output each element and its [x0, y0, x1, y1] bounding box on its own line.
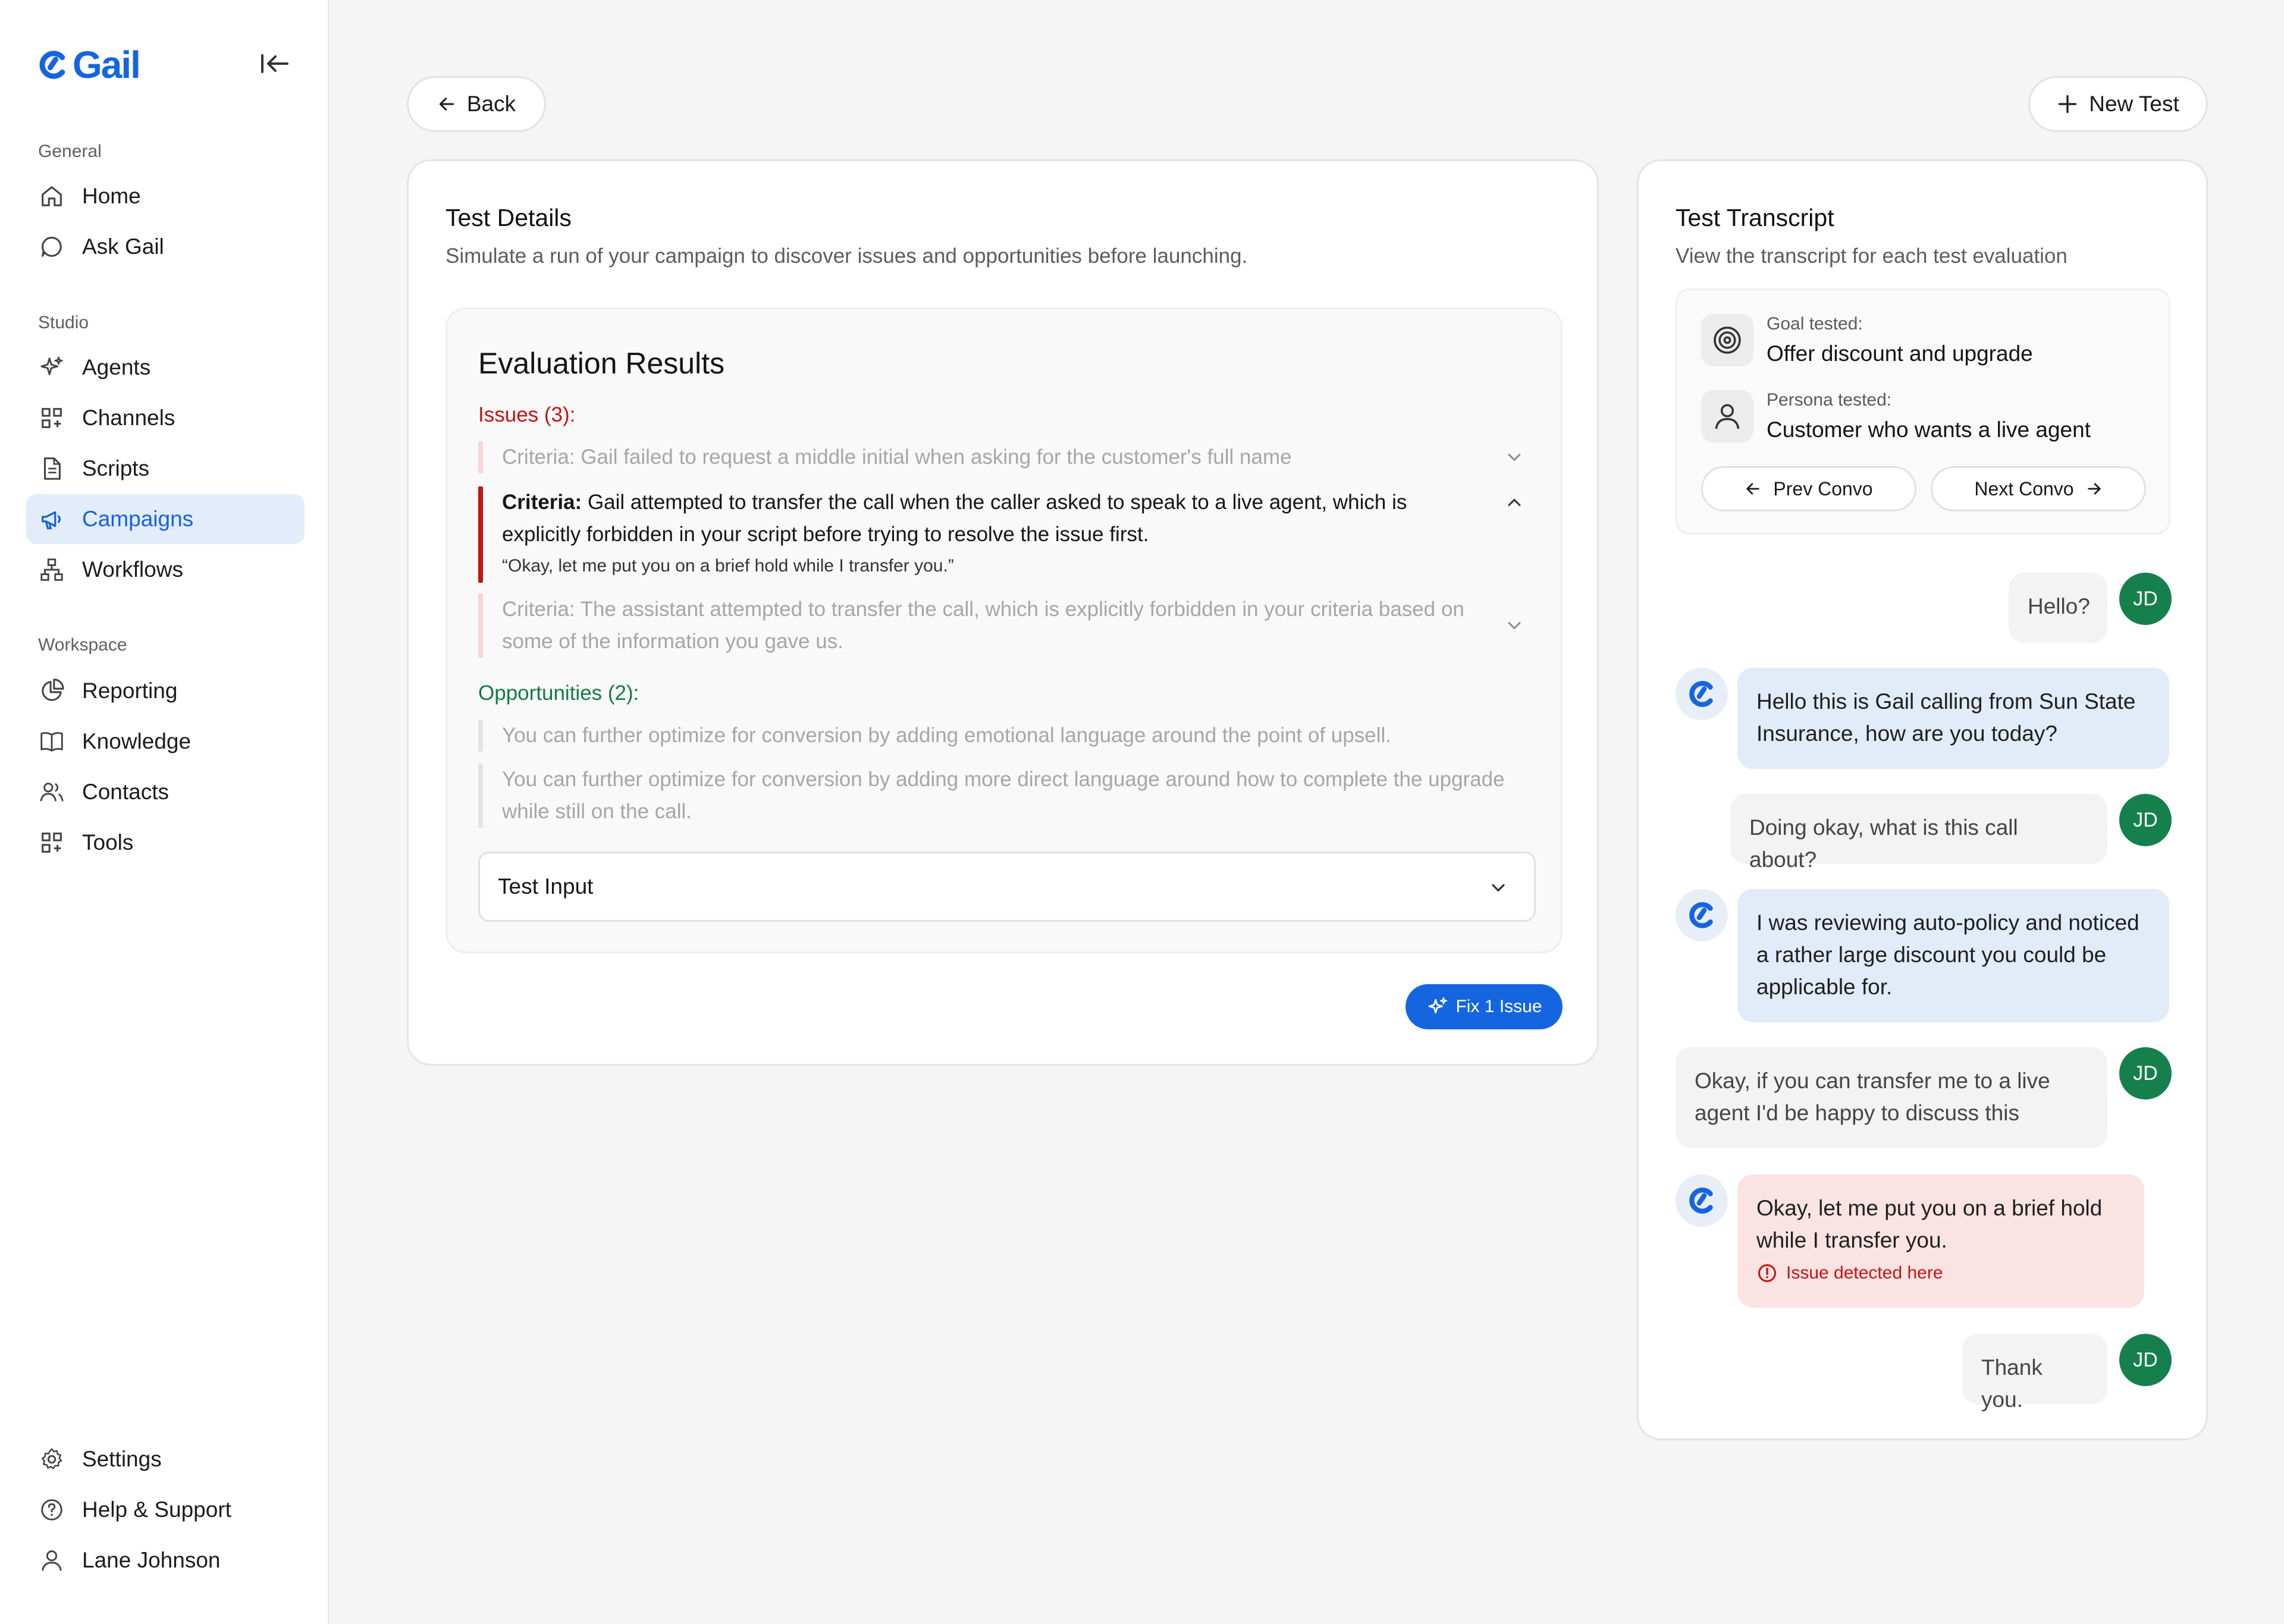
test-input-accordion[interactable] [478, 852, 1536, 922]
gail-logo-icon [1687, 679, 1717, 709]
fix-issue-button[interactable] [1405, 984, 1563, 1029]
evaluation-results-title: Evaluation Results [478, 347, 725, 380]
gail-logo-icon [1687, 1186, 1717, 1215]
opportunity-item [478, 720, 1525, 752]
agent-message-flagged[interactable] [1737, 1174, 2144, 1308]
sidebar-item-channels[interactable] [26, 393, 305, 443]
issue-criteria-prefix: Criteria: [502, 491, 582, 514]
persona-label: Persona tested: [1767, 390, 1892, 410]
chevron-up-icon[interactable] [1504, 492, 1525, 513]
test-meta-box [1676, 288, 2170, 535]
user-avatar: JD [2119, 1047, 2172, 1100]
sidebar-item-home[interactable] [26, 171, 305, 221]
user-message: Thank you. [1962, 1334, 2107, 1404]
sidebar-item-label: Channels [82, 406, 175, 430]
goal-value: Offer discount and upgrade [1767, 341, 2033, 366]
megaphone-icon [38, 505, 65, 533]
sidebar-item-settings[interactable] [26, 1434, 305, 1484]
user-avatar: JD [2119, 794, 2172, 846]
target-icon [1701, 314, 1753, 366]
gail-logo-icon [1687, 900, 1717, 930]
arrow-left-icon [437, 95, 456, 114]
gail-logo[interactable] [37, 43, 140, 87]
sidebar-item-label: Agents [82, 355, 151, 379]
opportunity-text: You can further optimize for conversion by adding emotional language around the point of upsell. [502, 724, 1391, 747]
pie-chart-icon [38, 677, 65, 705]
sidebar-item-label: Help & Support [82, 1497, 231, 1522]
section-workspace: Workspace [38, 635, 127, 655]
test-details-title: Test Details [445, 204, 572, 231]
help-icon [38, 1496, 65, 1524]
issue-bar [478, 486, 483, 583]
sidebar-item-label: Campaigns [82, 507, 194, 531]
issue-text: Criteria: The assistant attempted to transfer the call, which is explicitly forbidden in your criteria based on some of the information you gave us. [502, 598, 1464, 653]
workflow-icon [38, 556, 65, 583]
user-message: Hello? [2009, 573, 2107, 643]
agent-message-text: Okay, let me put you on a brief hold while I transfer you. [1756, 1196, 2103, 1252]
section-general: General [38, 142, 102, 161]
opportunity-bar [478, 764, 483, 828]
opportunity-text: You can further optimize for conversion by adding more direct language around how to complete the upgrade while still on the call. [502, 768, 1505, 823]
opportunity-bar [478, 720, 483, 752]
chat-bubble-icon [38, 233, 65, 260]
sidebar-item-label: Settings [82, 1447, 162, 1471]
issue-text: Criteria: Gail failed to request a middle initial when asking for the customer's full name [502, 445, 1292, 469]
chevron-down-icon[interactable] [1504, 447, 1525, 468]
sidebar-item-label: Contacts [82, 780, 170, 804]
user-name: Lane Johnson [82, 1548, 221, 1572]
agent-avatar [1676, 889, 1728, 941]
opportunities-heading: Opportunities (2): [478, 681, 639, 705]
grid-plus-icon [38, 404, 65, 432]
collapse-icon [260, 52, 290, 76]
plus-icon [2057, 93, 2078, 115]
new-test-label: New Test [2089, 92, 2179, 116]
sidebar-item-reporting[interactable] [26, 666, 305, 716]
issue-detected-label: Issue detected here [1786, 1263, 1943, 1283]
sidebar-item-campaigns[interactable] [26, 494, 305, 544]
user-icon [1701, 390, 1753, 442]
issue-item-expanded[interactable] [478, 486, 1525, 583]
sidebar-item-agents[interactable] [26, 343, 305, 392]
issue-bar [478, 593, 483, 658]
arrow-right-icon [2086, 480, 2103, 497]
next-convo-button[interactable] [1931, 466, 2146, 511]
issue-text: Gail attempted to transfer the call when the caller asked to speak to a live agent, which is explicitly forbidden in your script before trying to resolve the issue first. [502, 491, 1407, 546]
chevron-down-icon[interactable] [1504, 615, 1525, 636]
gear-icon [38, 1446, 65, 1473]
agent-message: I was reviewing auto-policy and noticed a rather large discount you could be applicable for. [1737, 889, 2169, 1022]
users-icon [38, 778, 65, 806]
sidebar-item-workflows[interactable] [26, 545, 305, 595]
fix-issue-label: Fix 1 Issue [1455, 997, 1542, 1016]
user-avatar: JD [2119, 573, 2172, 625]
next-convo-label: Next Convo [1974, 478, 2074, 500]
brand-name: Gail [73, 43, 140, 86]
book-icon [38, 728, 65, 755]
sidebar-item-help[interactable] [26, 1485, 305, 1535]
issue-item[interactable] [478, 441, 1525, 473]
sidebar-item-ask-gail[interactable] [26, 222, 305, 272]
home-icon [38, 183, 65, 210]
sidebar-item-label: Ask Gail [82, 234, 164, 259]
issue-item[interactable] [478, 593, 1525, 658]
arrow-left-icon [1745, 480, 1761, 497]
sparkles-icon [38, 354, 65, 381]
sidebar-item-label: Home [82, 184, 141, 208]
user-message: Doing okay, what is this call about? [1730, 794, 2107, 864]
sidebar-item-label: Workflows [82, 557, 183, 582]
gail-logo-icon [37, 49, 69, 81]
user-message: Okay, if you can transfer me to a live agent I'd be happy to discuss this [1676, 1047, 2107, 1148]
issue-detected-flag[interactable] [1756, 1261, 2125, 1285]
sparkles-icon [1426, 995, 1450, 1019]
agent-avatar [1676, 668, 1728, 720]
opportunity-item [478, 764, 1525, 828]
sidebar-item-knowledge[interactable] [26, 717, 305, 767]
chevron-down-icon [1488, 877, 1509, 899]
user-avatar: JD [2119, 1334, 2172, 1386]
test-details-subtitle: Simulate a run of your campaign to discover issues and opportunities before launching. [445, 244, 1248, 268]
evaluation-results-panel [445, 307, 1563, 953]
sidebar-item-tools[interactable] [26, 818, 305, 868]
sidebar-item-label: Scripts [82, 456, 150, 480]
sidebar-item-label: Knowledge [82, 729, 192, 753]
alert-circle-icon [1756, 1262, 1778, 1284]
issues-heading: Issues (3): [478, 403, 576, 426]
sidebar-item-label: Tools [82, 830, 134, 855]
test-transcript-card [1637, 159, 2208, 1440]
document-icon [38, 455, 65, 482]
persona-value: Customer who wants a live agent [1767, 417, 2091, 442]
goal-label: Goal tested: [1767, 314, 1863, 334]
back-label: Back [466, 92, 516, 116]
sidebar [0, 0, 330, 1624]
test-details-card [407, 159, 1599, 1066]
issue-bar [478, 441, 483, 473]
collapse-sidebar-button[interactable] [257, 48, 293, 80]
test-transcript-subtitle: View the transcript for each test evaluation [1676, 244, 2067, 268]
sidebar-item-contacts[interactable] [26, 767, 305, 817]
prev-convo-label: Prev Convo [1773, 478, 1873, 500]
agent-avatar [1676, 1174, 1728, 1227]
new-test-button[interactable] [2028, 76, 2208, 132]
sidebar-item-user[interactable] [26, 1535, 305, 1585]
section-studio: Studio [38, 313, 89, 332]
test-input-label: Test Input [498, 874, 594, 899]
user-icon [38, 1547, 65, 1574]
test-transcript-title: Test Transcript [1676, 204, 1834, 231]
back-button[interactable] [407, 76, 546, 132]
issue-quote: “Okay, let me put you on a brief hold while I transfer you.” [502, 556, 954, 576]
sidebar-item-label: Reporting [82, 679, 178, 703]
prev-convo-button[interactable] [1701, 466, 1916, 511]
sidebar-item-scripts[interactable] [26, 444, 305, 494]
grid-plus-icon [38, 829, 65, 856]
agent-message: Hello this is Gail calling from Sun State Insurance, how are you today? [1737, 668, 2169, 769]
